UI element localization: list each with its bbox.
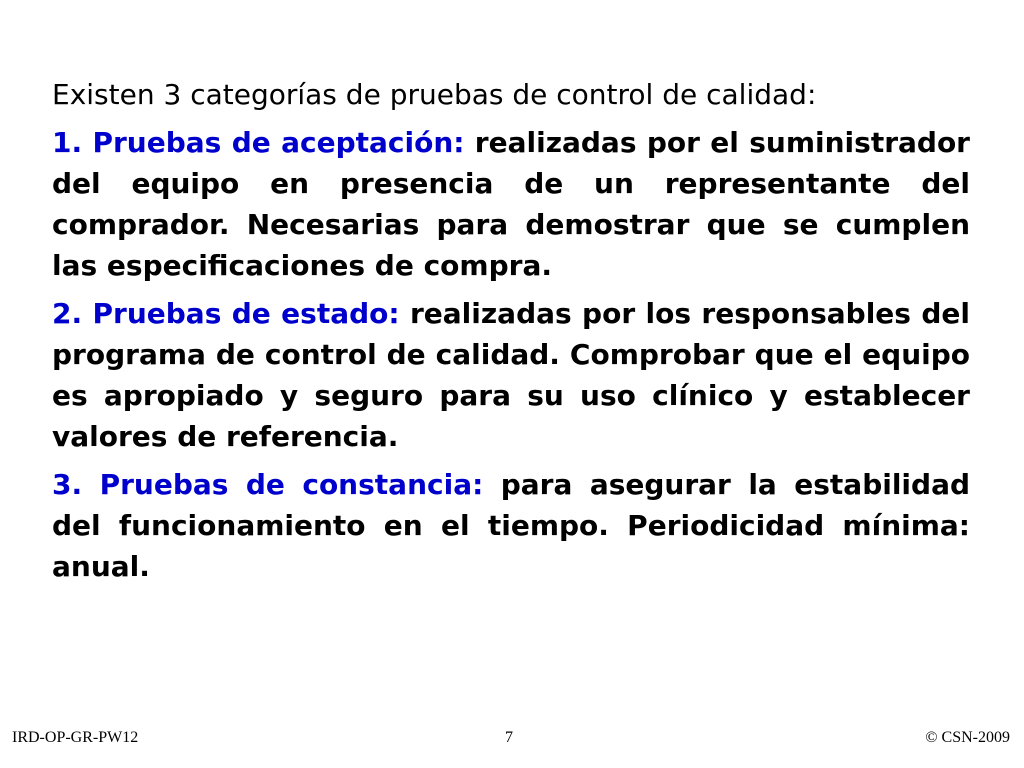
item-heading: 2. Pruebas de estado:	[52, 297, 400, 330]
item-heading: 1. Pruebas de aceptación:	[52, 126, 465, 159]
list-item-estado	[52, 293, 970, 457]
list-item-constancia	[52, 464, 970, 587]
footer-document-code: IRD-OP-GR-PW12	[12, 729, 139, 746]
item-text: realizadas por los responsables del programa de control de calidad. Comprobar que el equipo es apropiado y seguro para su uso clínico y establecer valores de referencia.	[52, 297, 970, 453]
slide-body	[52, 74, 970, 594]
list-item-aceptacion	[52, 122, 970, 286]
item-heading: 3. Pruebas de constancia:	[52, 468, 484, 501]
item-text: realizadas por el suministrador del equipo en presencia de un representante del comprador. Necesarias para demostrar que se cumplen las especificaciones de compra.	[52, 126, 970, 282]
intro-text: Existen 3 categorías de pruebas de control de calidad:	[52, 78, 817, 111]
item-text: para asegurar la estabilidad del funcionamiento en el tiempo. Periodicidad mínima: anual.	[52, 468, 971, 583]
footer-page-number: 7	[505, 729, 513, 746]
footer-copyright: © CSN-2009	[925, 729, 1010, 746]
